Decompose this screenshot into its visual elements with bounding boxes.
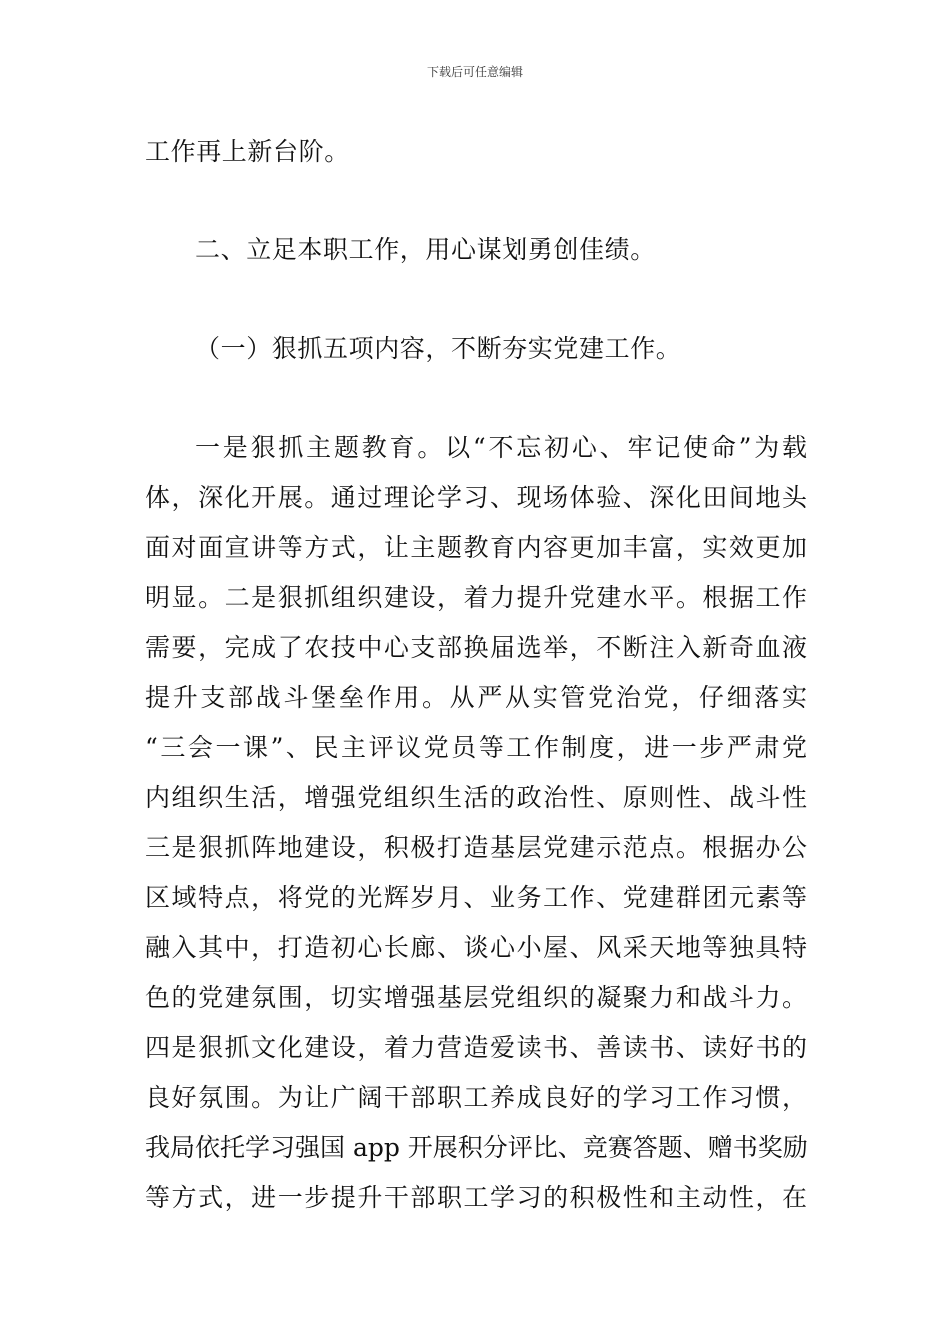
paragraph-line: 内组织生活，增强党组织生活的政治性、原则性、战斗性 [145,783,807,812]
paragraph-line: 良好氛围。为让广阔干部职工养成良好的学习工作习惯， [145,1083,807,1112]
paragraph-line: “三会一课”、民主评议党员等工作制度，进一步严肃党 [145,733,807,762]
section-heading: 二、立足本职工作，用心谋划勇创佳绩。 [195,235,656,264]
paragraph-line: 三是狠抓阵地建设，积极打造基层党建示范点。根据办公 [145,833,807,862]
paragraph-line: 明显。二是狠抓组织建设，着力提升党建水平。根据工作 [145,583,807,612]
paragraph-line: 融入其中，打造初心长廊、谈心小屋、风采天地等独具特 [145,933,807,962]
paragraph-line: 提升支部战斗堡垒作用。从严从实管党治党，仔细落实 [145,683,807,712]
paragraph-line: 一是狠抓主题教育。以“不忘初心、牢记使命”为载 [195,433,807,462]
paragraph-line: 体，深化开展。通过理论学习、现场体验、深化田间地头 [145,483,807,512]
paragraph-line: 等方式，进一步提升干部职工学习的积极性和主动性，在 [145,1183,807,1212]
paragraph-line: 面对面宣讲等方式，让主题教育内容更加丰富，实效更加 [145,533,807,562]
paragraph-line: 我局依托学习强国 app 开展积分评比、竞赛答题、赠书奖励 [145,1133,808,1162]
paragraph-line: 需要，完成了农技中心支部换届选举，不断注入新奇血液 [145,633,807,662]
continuation-line: 工作再上新台阶。 [145,137,350,166]
paragraph-line: 色的党建氛围，切实增强基层党组织的凝聚力和战斗力。 [145,983,807,1012]
page-header: 下载后可任意编辑 [426,65,523,79]
paragraph-line: 四是狠抓文化建设，着力营造爱读书、善读书、读好书的 [145,1033,807,1062]
paragraph-line: 区域特点，将党的光辉岁月、业务工作、党建群团元素等 [145,883,807,912]
subsection-heading: （一）狠抓五项内容，不断夯实党建工作。 [195,334,682,363]
